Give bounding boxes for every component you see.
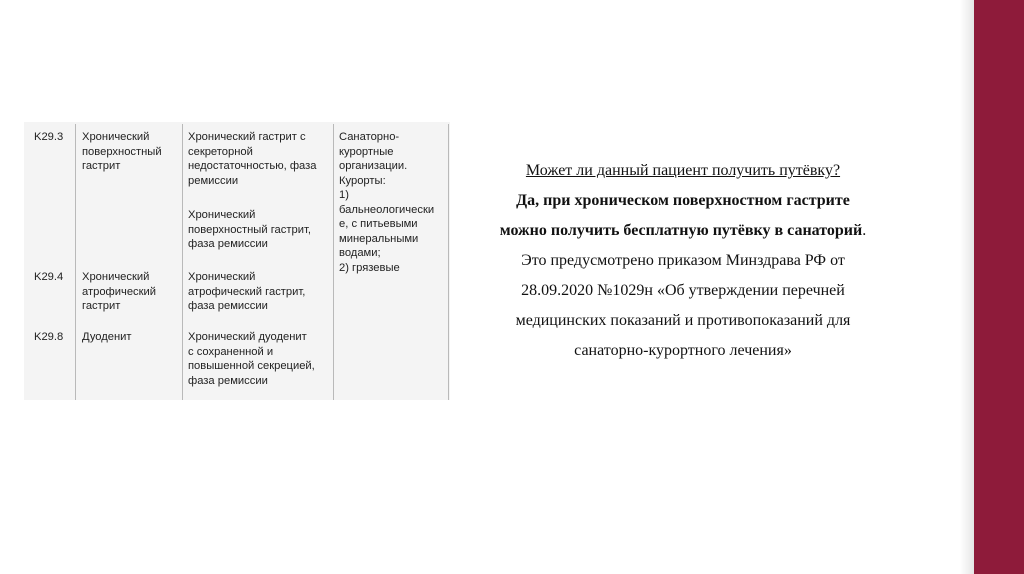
code-k29-4: K29.4 xyxy=(34,271,64,283)
table-divider xyxy=(182,124,183,400)
table-divider xyxy=(333,124,334,400)
slide-edge-shadow xyxy=(960,0,974,574)
form-k29-3-b: Хронический поверхностный гастрит, фаза ремиссии xyxy=(188,209,311,250)
form-k29-4: Хронический атрофический гастрит, фаза ремиссии xyxy=(188,271,306,312)
form-k29-3-a: Хронический гастрит с секреторной недостаточностью, фаза ремиссии xyxy=(188,131,317,187)
slide-text xyxy=(458,156,908,366)
reference-line-2: 28.09.2020 №1029н «Об утверждении перечней xyxy=(521,282,845,299)
icd-table xyxy=(24,122,450,400)
answer-line-2-wrap xyxy=(500,222,866,239)
disease-k29-4: Хронический атрофический гастрит xyxy=(82,271,157,312)
answer-line-2: можно получить бесплатную путёвку в санаторий xyxy=(499,222,863,239)
answer-period: . xyxy=(862,222,867,239)
form-k29-8: Хронический дуоденит с сохраненной и повышенной секрецией, фаза ремиссии xyxy=(188,331,315,387)
disease-k29-3: Хронический поверхностный гастрит xyxy=(82,131,162,172)
question-text: Может ли данный пациент получить путёвку? xyxy=(525,162,841,179)
organization-cell: Санаторно- курортные организации. Курорты: 1) бальнеологически е, с питьевыми минеральными водами; 2) грязевые xyxy=(339,131,435,274)
code-k29-3: K29.3 xyxy=(34,131,64,143)
reference-line-1: Это предусмотрено приказом Минздрава РФ от xyxy=(521,252,845,269)
table-divider xyxy=(448,124,449,400)
answer-line-1: Да, при хроническом поверхностном гастрите xyxy=(516,192,850,209)
accent-bar xyxy=(974,0,1024,574)
code-k29-8: K29.8 xyxy=(34,331,64,343)
reference-line-4: санаторно-курортного лечения» xyxy=(574,342,792,359)
table-divider xyxy=(75,124,76,400)
reference-line-3: медицинских показаний и противопоказаний для xyxy=(515,312,851,329)
disease-k29-8: Дуоденит xyxy=(82,331,132,343)
